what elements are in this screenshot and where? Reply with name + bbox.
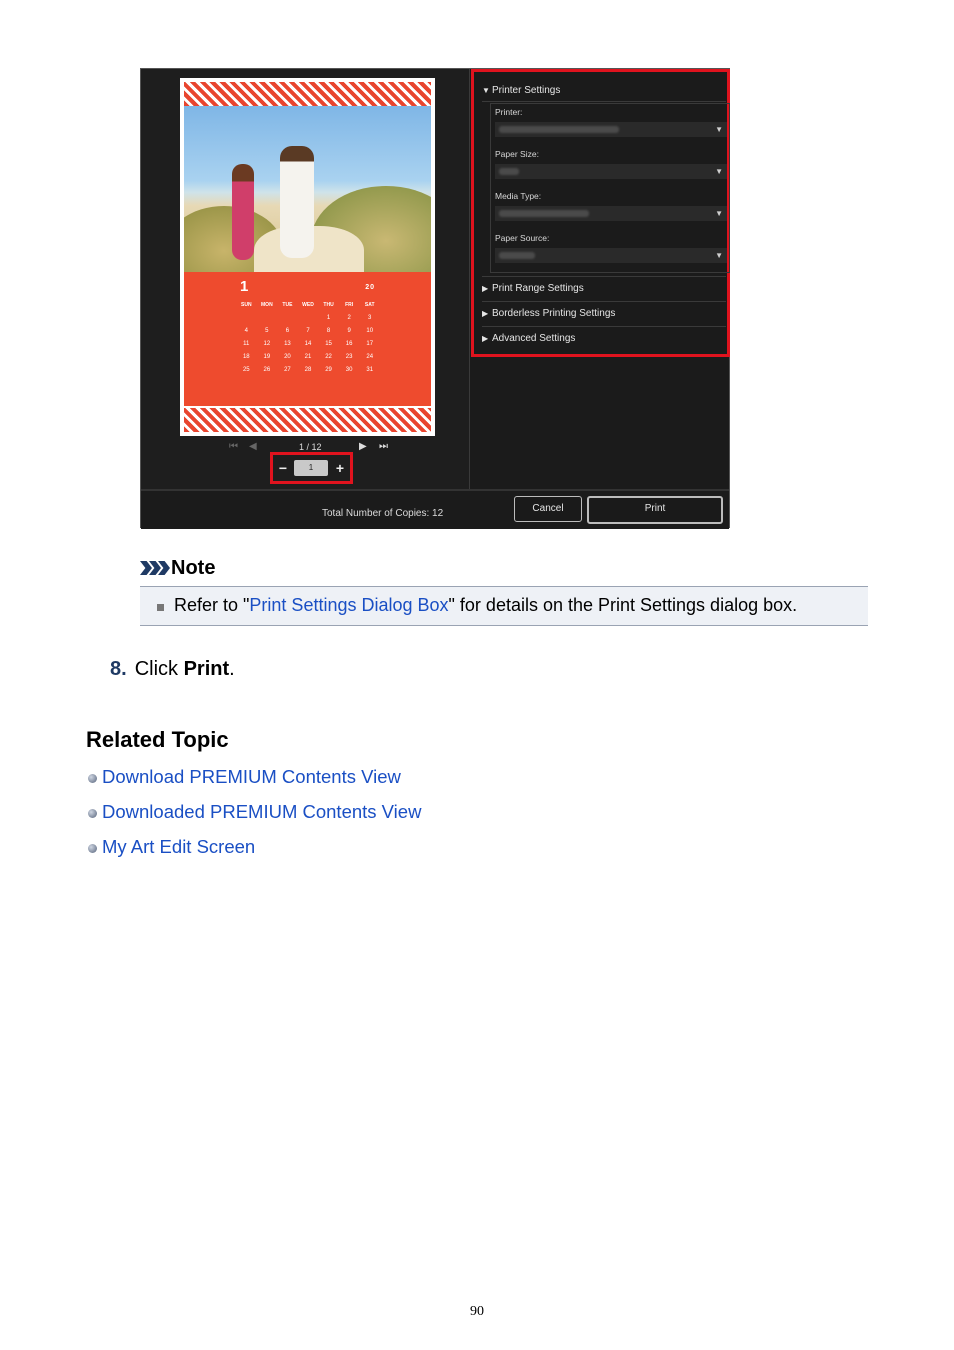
paper-source-label: Paper Source:	[495, 233, 550, 243]
calendar-day: 23	[345, 354, 353, 360]
woman-figure	[232, 164, 254, 260]
media-type-label: Media Type:	[495, 191, 542, 201]
calendar-day: 9	[347, 328, 351, 334]
square-bullet-icon	[157, 604, 164, 611]
download-premium-contents-view-link[interactable]: Download PREMIUM Contents View	[102, 766, 401, 787]
calendar-day: 12	[263, 341, 271, 347]
related-link-item	[88, 836, 255, 858]
related-link-item	[88, 766, 401, 788]
calendar-day	[257, 313, 278, 323]
calendar-day: 6	[285, 328, 290, 334]
decorative-border-top	[184, 82, 431, 106]
calendar-weekday: MON	[261, 302, 273, 308]
triangle-right-icon: ▶	[482, 309, 489, 318]
calendar-block	[184, 272, 431, 406]
printer-fields	[490, 103, 730, 273]
calendar-day: 21	[304, 354, 312, 360]
calendar-weekday: WED	[302, 302, 314, 308]
man-figure	[280, 146, 314, 258]
dialog-footer	[141, 489, 729, 529]
calendar-day: 5	[265, 328, 269, 334]
advanced-settings-header[interactable]: ▶ Advanced Settings	[482, 330, 575, 348]
calendar-day: 8	[326, 328, 331, 334]
preview-area	[141, 69, 470, 489]
print-settings-dialog-box-link[interactable]: Print Settings Dialog Box	[249, 595, 449, 615]
calendar-day: 1	[326, 315, 331, 321]
calendar-day: 3	[368, 315, 372, 321]
calendar-day: 30	[345, 367, 353, 373]
bullet-dot-icon	[88, 809, 97, 818]
note-heading	[140, 556, 215, 580]
calendar-day: 18	[242, 354, 250, 360]
triangle-right-icon: ▶	[482, 284, 489, 293]
calendar-grid	[236, 300, 380, 375]
calendar-day: 17	[366, 341, 374, 347]
settings-panel	[470, 69, 729, 489]
step-8: 8. Click Print.	[110, 658, 235, 680]
media-type-select[interactable]	[495, 206, 727, 221]
decrease-copies-button[interactable]: −	[278, 460, 288, 476]
printer-label: Printer:	[495, 107, 523, 117]
note-title: Note	[171, 556, 216, 579]
calendar-day: 20	[284, 354, 291, 360]
printer-settings-highlight	[471, 69, 730, 357]
calendar-day: 22	[325, 354, 332, 360]
calendar-day: 26	[263, 367, 271, 373]
printer-settings-header[interactable]: ▼ Printer Settings	[482, 82, 560, 100]
paper-size-select[interactable]	[495, 164, 727, 179]
skip-last-icon[interactable]: ⏭	[379, 441, 388, 452]
calendar-page-preview	[180, 78, 435, 436]
borderless-printing-settings-header[interactable]: ▶ Borderless Printing Settings	[482, 305, 615, 323]
calendar-day: 10	[366, 328, 374, 334]
cancel-button[interactable]: Cancel	[514, 496, 582, 522]
printer-select[interactable]	[495, 122, 727, 137]
calendar-day: 16	[345, 341, 353, 347]
print-button[interactable]: Print	[587, 496, 723, 524]
copies-field[interactable]: 1	[294, 460, 328, 476]
calendar-day: 13	[284, 341, 291, 347]
calendar-day: 29	[325, 367, 332, 373]
calendar-weekday: FRI	[345, 302, 354, 308]
total-copies-text: Total Number of Copies: 12	[322, 508, 444, 519]
calendar-day: 19	[263, 354, 271, 360]
dropdown-arrow-icon: ▼	[715, 167, 723, 176]
calendar-day: 31	[366, 367, 374, 373]
skip-first-icon[interactable]: ⏮	[229, 441, 238, 452]
calendar-day: 14	[304, 341, 312, 347]
decorative-border-bottom	[184, 408, 431, 432]
prev-icon[interactable]: ◀	[249, 441, 257, 452]
step-number: 8.	[110, 658, 127, 680]
my-art-edit-screen-link[interactable]: My Art Edit Screen	[102, 836, 256, 857]
next-icon[interactable]: ▶	[359, 441, 367, 452]
calendar-day: 11	[243, 341, 250, 347]
related-topic-heading: Related Topic	[86, 727, 229, 752]
calendar-day: 15	[325, 341, 332, 347]
print-settings-screenshot	[140, 68, 730, 528]
calendar-day: 27	[284, 367, 291, 373]
related-link-item	[88, 801, 421, 823]
calendar-year: 20	[365, 284, 375, 291]
downloaded-premium-contents-view-link[interactable]: Downloaded PREMIUM Contents View	[102, 801, 422, 822]
note-box	[140, 586, 868, 626]
page-number: 90	[470, 1304, 484, 1319]
calendar-day	[298, 313, 319, 323]
calendar-weekday: SAT	[364, 302, 375, 308]
calendar-day	[277, 313, 298, 323]
note-chevrons-icon	[140, 561, 167, 575]
dropdown-arrow-icon: ▼	[715, 125, 723, 134]
calendar-weekday: TUE	[282, 302, 293, 308]
dropdown-arrow-icon: ▼	[715, 251, 723, 260]
calendar-weekday: THU	[323, 302, 334, 308]
calendar-day: 4	[244, 328, 248, 334]
calendar-day: 28	[304, 367, 312, 373]
triangle-down-icon: ▼	[482, 86, 490, 95]
calendar-day: 24	[366, 354, 374, 360]
increase-copies-button[interactable]: +	[335, 460, 345, 476]
paper-source-select[interactable]	[495, 248, 727, 263]
couple-beach-photo	[184, 106, 431, 272]
calendar-day: 7	[306, 328, 310, 334]
dropdown-arrow-icon: ▼	[715, 209, 723, 218]
calendar-day: 2	[347, 315, 351, 321]
print-range-settings-header[interactable]: ▶ Print Range Settings	[482, 280, 584, 298]
bullet-dot-icon	[88, 774, 97, 783]
calendar-month: 1	[240, 278, 249, 295]
calendar-weekday: SUN	[241, 302, 252, 308]
step-bold-print: Print	[183, 658, 230, 680]
note-text: Refer to "Print Settings Dialog Box" for details on the Print Settings dialog box.	[174, 595, 798, 615]
bullet-dot-icon	[88, 844, 97, 853]
copies-highlight	[270, 452, 353, 484]
calendar-day	[236, 313, 257, 323]
calendar-day: 25	[242, 367, 250, 373]
paper-size-label: Paper Size:	[495, 149, 539, 159]
triangle-right-icon: ▶	[482, 334, 489, 343]
page-indicator: 1 / 12	[299, 442, 322, 452]
